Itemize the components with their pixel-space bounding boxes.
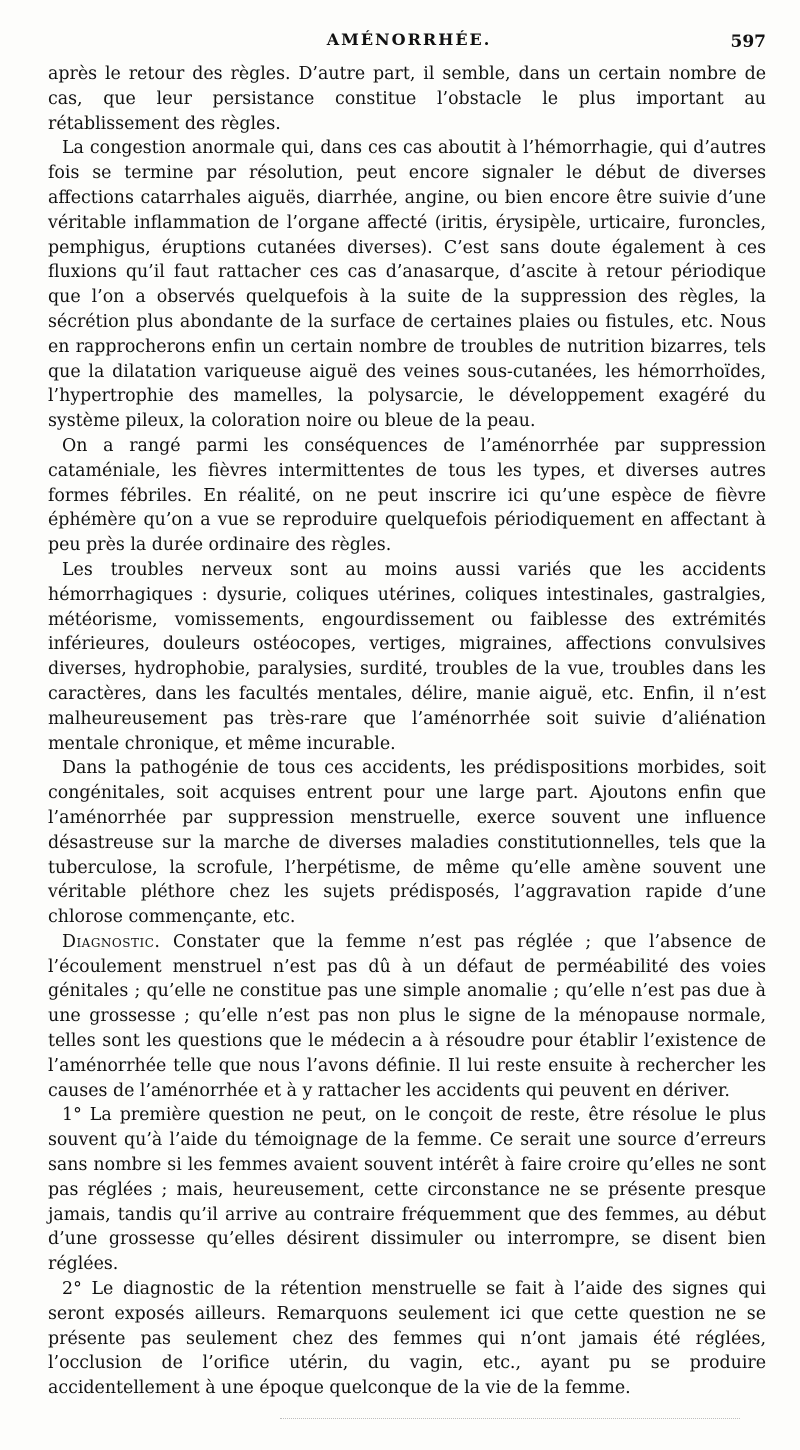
paragraph-4 xyxy=(48,558,766,756)
running-title: AMÉNORRHÉE. xyxy=(326,30,492,49)
paragraph-diagnostic xyxy=(48,930,766,1104)
paragraph-1 xyxy=(48,62,766,136)
paragraph-8-text: 2° Le diagnostic de la rétention menstruelle se fait à l’aide des signes qui seront exposés ailleurs. Remarquons seulement ici que cette question ne se présente pas seulement chez des femmes qui n’ont jamais été réglées, l’occlusion de l’orifice utérin, du vagin, etc., ayant pu se produire accidentellement à une époque quelconque de la vie de la femme. xyxy=(48,1279,766,1399)
paragraph-5 xyxy=(48,756,766,930)
paragraph-diagnostic-text: Constater que la femme n’est pas réglée ; que l’absence de l’écoulement menstruel n’est pas dû à un défaut de perméabilité des voies génitales ; qu’elle ne constitue pas une simple anomalie ; qu’elle n’est pas due à une grossesse ; qu’elle n’est pas non plus le signe de la ménopause normale, telles sont les questions que le médecin a à résoudre pour établir l’existence de l’aménorrhée telle que nous l’avons définie. Il lui reste ensuite à rechercher les causes de l’aménorrhée et à y rattacher les accidents qui peuvent en dériver. xyxy=(48,931,766,1101)
paragraph-2-text: La congestion anormale qui, dans ces cas aboutit à l’hémorrhagie, qui d’autres fois se termine par résolution, peut encore signaler le début de diverses affections catarrhales aiguës, diarrhée, angine, ou bien encore être suivie d’une véritable inflammation de l’organe affecté (iritis, érysipèle, urticaire, furoncles, pemphigus, éruptions cutanées diverses). C’est sans doute également à ces fluxions qu’il faut rattacher ces cas d’anasarque, d’ascite à retour périodique que l’on a observés quelquefois à la suite de la suppression des règles, la sécrétion plus abondante de la surface de certaines plaies ou fistules, etc. Nous en rapprocherons enfin un certain nombre de troubles de nutrition bizarres, tels que la dilatation variqueuse aiguë des veines sous-cutanées, les hémorrhoïdes, l’hypertrophie des mamelles, la polysarcie, le développement exagéré du système pileux, la coloration noire ou bleue de la peau. xyxy=(48,138,766,432)
paragraph-3-text: On a rangé parmi les conséquences de l’aménorrhée par suppression cataméniale, les fièvres intermittentes de tous les types, et diverses autres formes fébriles. En réalité, on ne peut inscrire ici qu’une espèce de fièvre éphémère qu’on a vue se reproduire quelquefois périodiquement en affectant à peu près la durée ordinaire des règles. xyxy=(48,435,766,556)
body-text xyxy=(48,62,766,1401)
paragraph-7 xyxy=(48,1103,766,1277)
paragraph-4-text: Les troubles nerveux sont au moins aussi variés que les accidents hémorrhagiques : dysurie, coliques utérines, coliques intestinales, gastralgies, météorisme, vomissements, engourdissement ou faiblesse des extrémités inférieures, douleurs ostéocopes, vertiges, migraines, affections convulsives diverses, hydrophobie, paralysies, surdité, troubles de la vue, troubles dans les caractères, dans les facultés mentales, délire, manie aiguë, etc. Enfin, il n’est malheureusement pas très-rare que l’aménorrhée soit suivie d’aliénation mentale chronique, et même incurable. xyxy=(48,559,766,754)
footer-rule xyxy=(280,1418,740,1419)
paragraph-3 xyxy=(48,434,766,558)
paragraph-7-text: 1° La première question ne peut, on le conçoit de reste, être résolue le plus souvent qu’à l’aide du témoignage de la femme. Ce serait une source d’erreurs sans nombre si les femmes avaient souvent intérêt à faire croire qu’elles ne sont pas réglées ; mais, heureusement, cette circonstance ne se présente presque jamais, tandis qu’il arrive au contraire fréquemment que des femmes, au début d’une grossesse qu’elles désirent dissimuler ou interrompre, se disent bien réglées. xyxy=(48,1105,766,1275)
section-heading-diagnostic: Diagnostic. xyxy=(62,931,161,952)
paragraph-8 xyxy=(48,1277,766,1401)
page-header xyxy=(48,30,770,60)
paragraph-5-text: Dans la pathogénie de tous ces accidents, les prédispositions morbides, soit congénitales, soit acquises entrent pour une large part. Ajoutons enfin que l’aménorrhée par suppression menstruelle, exerce souvent une influence désastreuse sur la marche de diverses maladies constitutionnelles, tels que la tuberculose, la scrofule, l’herpétisme, de même qu’elle amène souvent une véritable pléthore chez les sujets prédisposés, l’aggravation rapide d’une chlorose commençante, etc. xyxy=(48,758,766,928)
paragraph-1-text: après le retour des règles. D’autre part, il semble, dans un certain nombre de cas, que leur persistance constitue l’obstacle le plus important au rétablissement des règles. xyxy=(48,64,766,134)
page-number: 597 xyxy=(730,32,766,52)
paragraph-2 xyxy=(48,136,766,434)
